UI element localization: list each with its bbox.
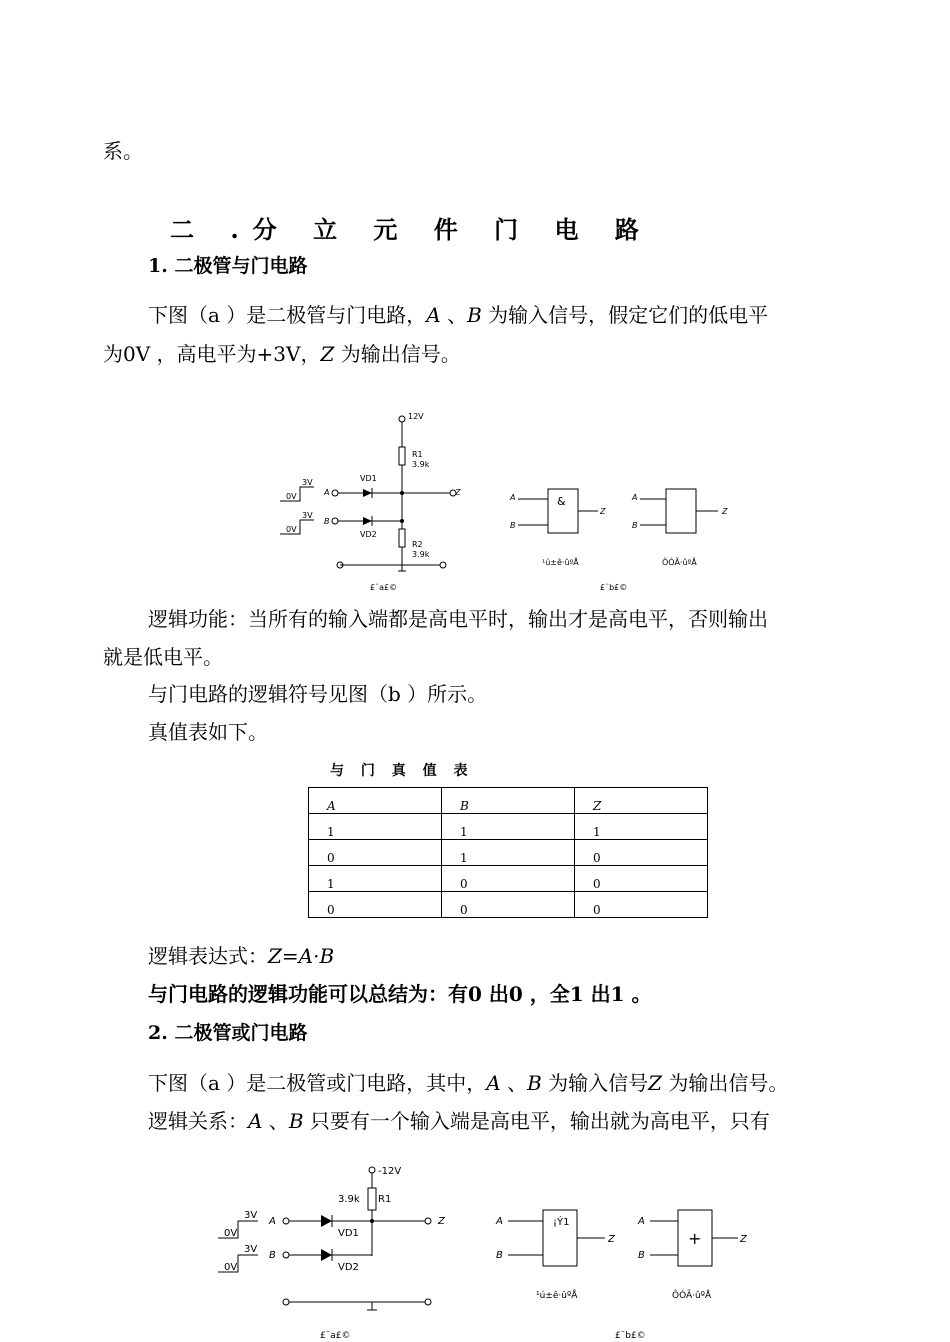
gate-input-b: B	[510, 521, 516, 530]
vd2-label: VD2	[360, 530, 377, 539]
and-gate-figure	[270, 405, 740, 595]
section-heading: 二 .分 立 元 件 门 电 路	[170, 215, 653, 244]
and-symbol: &	[557, 495, 566, 508]
subsection-heading: 1. 二极管与门电路	[148, 255, 308, 277]
header-a: A	[327, 799, 336, 813]
standard-symbol-label: ¹ú±ê·ûºÅ	[536, 1291, 578, 1301]
or-symbol: ¡Ý1	[553, 1217, 570, 1228]
gate-input-a: A	[496, 1216, 503, 1227]
gate-input-b: B	[496, 1250, 503, 1261]
input-a-label: A	[324, 488, 330, 497]
expression-line: 逻辑表达式：Z=A·B	[148, 944, 335, 968]
common-symbol-label: ÔÓÃ·ûºÅ	[662, 558, 697, 567]
subsection-heading: 2. 二极管或门电路	[148, 1022, 308, 1044]
input-a-label: A	[269, 1216, 276, 1227]
vd2-label: VD2	[338, 1262, 359, 1273]
gate-output-z: Z	[608, 1234, 615, 1245]
high-level-label: 3V	[244, 1244, 258, 1255]
low-level-label: 0V	[224, 1262, 238, 1273]
high-level-label: 3V	[302, 511, 313, 520]
output-z-label: Z	[438, 1216, 445, 1227]
vcc-label: -12V	[378, 1166, 402, 1177]
caption-b: £¨b£©	[615, 1331, 646, 1341]
input-b-label: B	[324, 517, 330, 526]
input-b-label: B	[269, 1250, 276, 1261]
r1-label: R1	[412, 450, 423, 459]
caption-b: £¨b£©	[600, 583, 628, 592]
truth-table	[308, 787, 708, 918]
high-level-label: 3V	[302, 478, 313, 487]
gate-input-a: A	[638, 1216, 645, 1227]
paragraph-line: 为0V ，高电平为+3V，Z 为输出信号。	[103, 342, 461, 366]
table-title: 与 门 真 值 表	[330, 763, 474, 779]
low-level-label: 0V	[224, 1228, 238, 1239]
header-b: B	[460, 799, 469, 813]
gate-input-b: B	[632, 521, 638, 530]
paragraph-line: 与门电路的逻辑符号见图（b ）所示。	[148, 682, 488, 706]
gate-input-a: A	[632, 493, 638, 502]
paragraph-line: 真值表如下。	[148, 720, 268, 744]
paragraph-line: 逻辑关系：A 、B 只要有一个输入端是高电平，输出就为高电平，只有	[148, 1109, 770, 1133]
r2-value: 3.9k	[412, 550, 430, 559]
low-level-label: 0V	[286, 525, 297, 534]
or-gate-figure	[210, 1158, 770, 1342]
low-level-label: 0V	[286, 492, 297, 501]
table-row: 1 1 1	[309, 814, 708, 840]
or-old-symbol: +	[688, 1229, 702, 1248]
gate-input-b: B	[638, 1250, 645, 1261]
common-symbol-label: ÔÓÃ·ûºÅ	[672, 1291, 712, 1301]
r1-value: 3.9k	[412, 460, 430, 469]
paragraph-line: 就是低电平。	[103, 645, 223, 669]
table-row: 0 0 0	[309, 892, 708, 918]
vcc-label: 12V	[408, 412, 424, 421]
vd1-label: VD1	[360, 474, 377, 483]
summary-line: 与门电路的逻辑功能可以总结为：有0 出0 ，全1 出1 。	[148, 982, 652, 1006]
gate-output-z: Z	[740, 1234, 747, 1245]
caption-a: £¨a£©	[370, 583, 398, 592]
r1-value: 3.9k	[338, 1194, 360, 1205]
caption-a: £¨a£©	[320, 1331, 351, 1341]
vd1-label: VD1	[338, 1228, 359, 1239]
r2-label: R2	[412, 540, 423, 549]
table-row: 1 0 0	[309, 866, 708, 892]
gate-input-a: A	[510, 493, 516, 502]
standard-symbol-label: ¹ú±ê·ûºÅ	[542, 558, 579, 567]
gate-output-z: Z	[600, 507, 606, 516]
text-line: 系。	[103, 139, 143, 163]
table-header-row	[309, 788, 708, 814]
output-z-label: Z	[455, 488, 461, 497]
high-level-label: 3V	[244, 1210, 258, 1221]
table-row: 0 1 0	[309, 840, 708, 866]
paragraph-line: 下图（a ）是二极管与门电路，A 、B 为输入信号，假定它们的低电平	[148, 303, 769, 327]
r1-label: R1	[378, 1194, 392, 1205]
header-z: Z	[593, 799, 602, 813]
paragraph-line: 下图（a ）是二极管或门电路，其中，A 、B 为输入信号Z 为输出信号。	[148, 1071, 789, 1095]
gate-output-z: Z	[722, 507, 728, 516]
paragraph-line: 逻辑功能：当所有的输入端都是高电平时，输出才是高电平，否则输出	[148, 607, 768, 631]
